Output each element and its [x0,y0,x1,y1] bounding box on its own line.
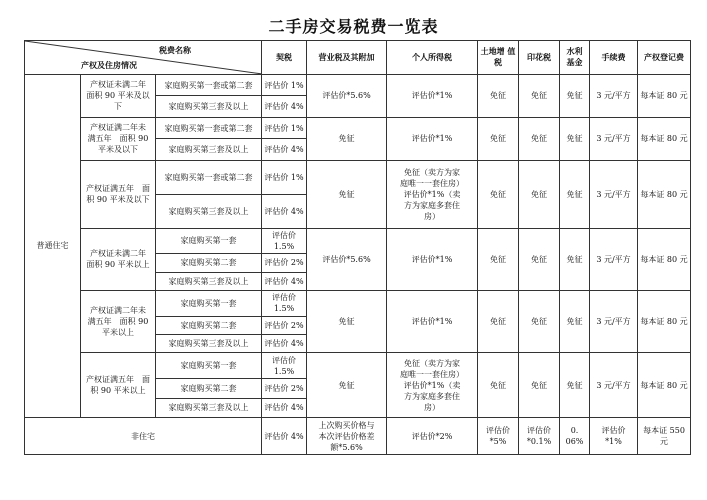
situation-cell: 家庭购买第三套及以上 [156,398,262,417]
handling-fee-cell: 评估价 *1% [590,418,638,455]
header-row [25,41,691,75]
situation-cell: 家庭购买第三套及以上 [156,272,262,290]
land-vat-cell: 免征 [478,290,519,352]
income-tax-cell: 评估价*2% [387,418,478,455]
col-registration-fee: 产权登记费 [638,41,691,75]
deed-tax-cell: 评估价 4% [262,139,307,161]
stamp-tax-cell: 评估价 *0.1% [519,418,560,455]
water-fund-cell: 免征 [560,74,590,117]
situation-cell: 家庭购买第一套或第二套 [156,117,262,139]
deed-tax-cell: 评估价 2% [262,254,307,272]
situation-cell: 家庭购买第一套 [156,228,262,254]
stamp-tax-cell: 免征 [519,160,560,228]
stamp-tax-cell: 免征 [519,117,560,160]
water-fund-cell: 免征 [560,290,590,352]
business-tax-cell: 评估价*5.6% [307,74,387,117]
business-tax-cell: 上次购买价格与 本次评估价格差 额*5.6% [307,418,387,455]
land-vat-cell: 免征 [478,353,519,418]
condition-cell: 产权证满二年未 满五年 面积 90 平米以上 [81,290,156,352]
deed-tax-cell: 评估价 4% [262,398,307,417]
income-tax-cell: 评估价*1% [387,74,478,117]
situation-cell: 家庭购买第三套及以上 [156,96,262,118]
deed-tax-cell: 评估价 2% [262,316,307,334]
table-row [25,228,691,254]
situation-cell: 家庭购买第三套及以上 [156,335,262,353]
water-fund-cell: 免征 [560,160,590,228]
col-income-tax: 个人所得税 [387,41,478,75]
registration-fee-cell: 每本证 80 元 [638,160,691,228]
registration-fee-cell: 每本证 80 元 [638,290,691,352]
deed-tax-cell: 评估价 1% [262,74,307,96]
income-tax-cell: 免征（卖方为家 庭唯一一套住房） 评估价*1%（卖 方为家庭多套住 房） [387,160,478,228]
table-row [25,74,691,96]
income-tax-cell: 免征（卖方为家 庭唯一一套住房） 评估价*1%（卖 方为家庭多套住 房） [387,353,478,418]
col-handling-fee: 手续费 [590,41,638,75]
tax-fee-table [24,40,691,455]
land-vat-cell: 免征 [478,160,519,228]
category-non-residential: 非住宅 [25,418,262,455]
page-title: 二手房交易税费一览表 [268,17,439,36]
header-corner-cell [25,41,262,75]
deed-tax-cell: 评估价 4% [262,96,307,118]
table-row [25,353,691,379]
col-water-fund: 水利 基金 [560,41,590,75]
stamp-tax-cell: 免征 [519,290,560,352]
income-tax-cell: 评估价*1% [387,117,478,160]
business-tax-cell: 评估价*5.6% [307,228,387,290]
registration-fee-cell: 每本证 80 元 [638,117,691,160]
situation-cell: 家庭购买第二套 [156,254,262,272]
stamp-tax-cell: 免征 [519,74,560,117]
handling-fee-cell: 3 元/平方 [590,117,638,160]
situation-cell: 家庭购买第三套及以上 [156,139,262,161]
deed-tax-cell: 评估价 1.5% [262,228,307,254]
col-deed-tax: 契税 [262,41,307,75]
table-row [25,117,691,139]
corner-fee-name-label: 税费名称 [159,46,192,55]
land-vat-cell: 免征 [478,228,519,290]
registration-fee-cell: 每本证 80 元 [638,74,691,117]
land-vat-cell: 免征 [478,74,519,117]
deed-tax-cell: 评估价 2% [262,379,307,398]
handling-fee-cell: 3 元/平方 [590,160,638,228]
deed-tax-cell: 评估价 1% [262,117,307,139]
situation-cell: 家庭购买第一套 [156,353,262,379]
situation-cell: 家庭购买第三套及以上 [156,194,262,228]
business-tax-cell: 免征 [307,290,387,352]
stamp-tax-cell: 免征 [519,353,560,418]
water-fund-cell: 免征 [560,228,590,290]
handling-fee-cell: 3 元/平方 [590,290,638,352]
condition-cell: 产权证未满二年 面积 90 平米及以 下 [81,74,156,117]
business-tax-cell: 免征 [307,160,387,228]
deed-tax-cell: 评估价 4% [262,194,307,228]
condition-cell: 产权证满五年 面 积 90 平米以上 [81,353,156,418]
col-land-vat: 土地增 值税 [478,41,519,75]
col-business-tax: 营业税及其附加 [307,41,387,75]
situation-cell: 家庭购买第二套 [156,316,262,334]
situation-cell: 家庭购买第二套 [156,379,262,398]
deed-tax-cell: 评估价 1% [262,160,307,194]
income-tax-cell: 评估价*1% [387,290,478,352]
handling-fee-cell: 3 元/平方 [590,353,638,418]
situation-cell: 家庭购买第一套 [156,290,262,316]
situation-cell: 家庭购买第一套或第二套 [156,74,262,96]
diagonal-divider [25,41,261,74]
stamp-tax-cell: 免征 [519,228,560,290]
land-vat-cell: 评估价 *5% [478,418,519,455]
condition-cell: 产权证未满二年 面积 90 平米以上 [81,228,156,290]
situation-cell: 家庭购买第一套或第二套 [156,160,262,194]
registration-fee-cell: 每本证 550 元 [638,418,691,455]
water-fund-cell: 免征 [560,117,590,160]
water-fund-cell: 免征 [560,353,590,418]
deed-tax-cell: 评估价 1.5% [262,353,307,379]
water-fund-cell: 0. 06% [560,418,590,455]
deed-tax-cell: 评估价 4% [262,335,307,353]
registration-fee-cell: 每本证 80 元 [638,228,691,290]
business-tax-cell: 免征 [307,117,387,160]
table-row [25,160,691,194]
handling-fee-cell: 3 元/平方 [590,74,638,117]
handling-fee-cell: 3 元/平方 [590,228,638,290]
table-row [25,290,691,316]
deed-tax-cell: 评估价 4% [262,418,307,455]
deed-tax-cell: 评估价 1.5% [262,290,307,316]
condition-cell: 产权证满二年未 满五年 面积 90 平米及以下 [81,117,156,160]
category-residential: 普通住宅 [25,74,81,417]
business-tax-cell: 免征 [307,353,387,418]
col-stamp-tax: 印花税 [519,41,560,75]
corner-property-label: 产权及住房情况 [81,60,137,70]
land-vat-cell: 免征 [478,117,519,160]
income-tax-cell: 评估价*1% [387,228,478,290]
registration-fee-cell: 每本证 80 元 [638,353,691,418]
table-row-non-residential [25,418,691,455]
condition-cell: 产权证满五年 面 积 90 平米及以下 [81,160,156,228]
deed-tax-cell: 评估价 4% [262,272,307,290]
